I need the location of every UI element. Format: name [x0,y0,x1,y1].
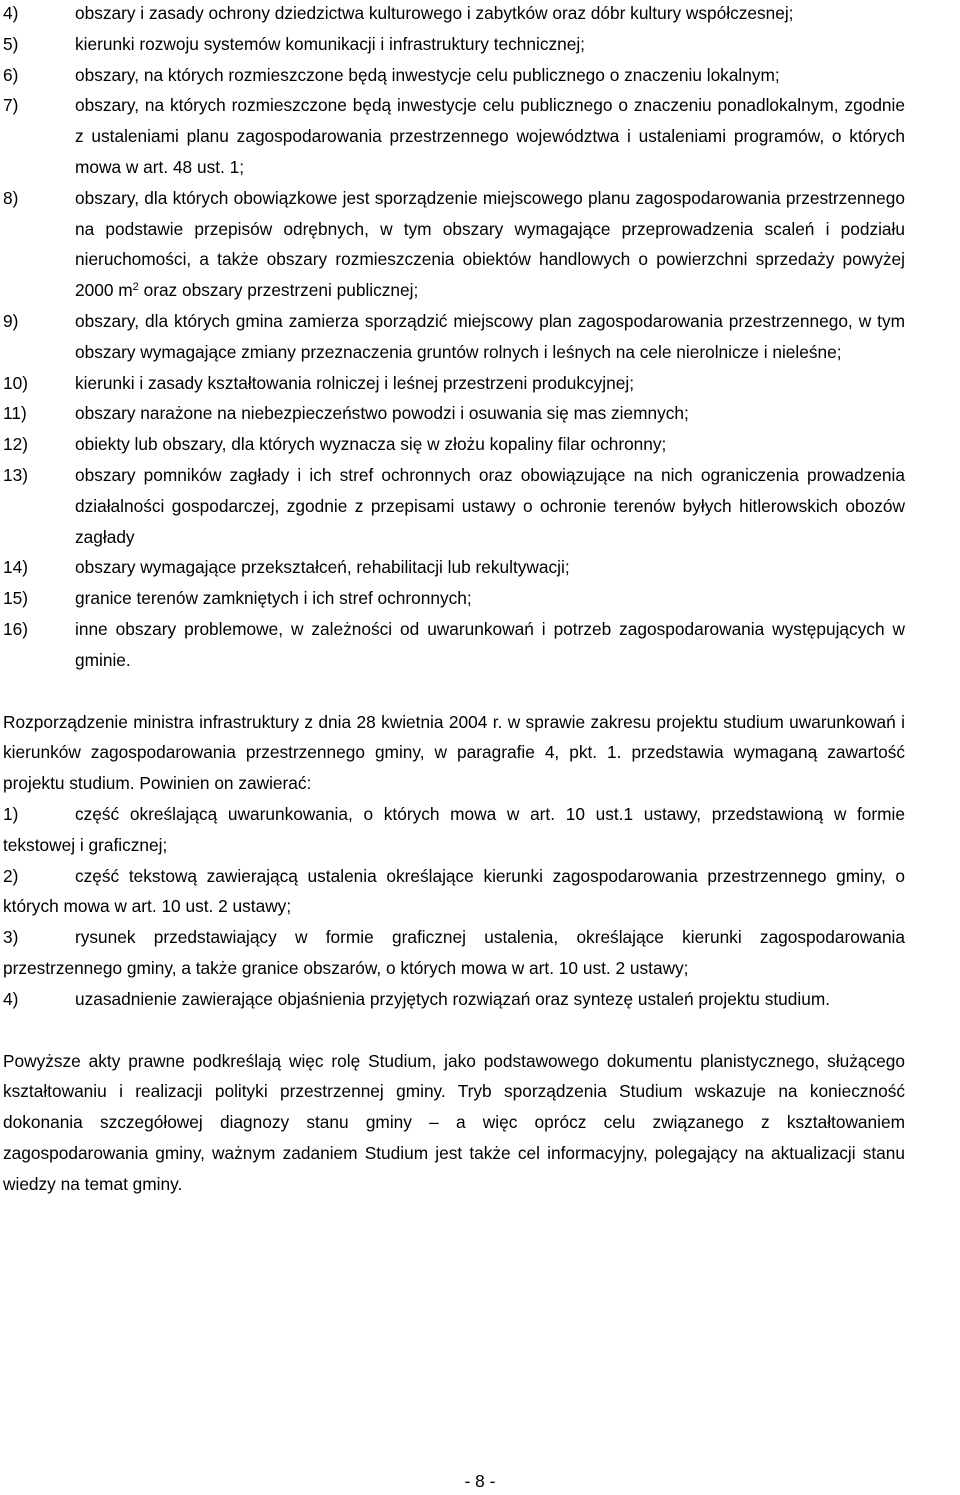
regulation-paragraph: Rozporządzenie ministra infrastruktury z dnia 28 kwietnia 2004 r. w sprawie zakresu projektu studium uwarunkowań i kierunków zagospodarowania przestrzennego gminy, w paragrafie 4, pkt. 1. przedstawia wymaganą zawartość projektu studium. Powinien on zawierać: [3,711,905,794]
document-page [3,0,905,1199]
list-text: inne obszary problemowe, w zależności od uwarunkowań i potrzeb zagospodarowania występujących w gminie. [75,618,905,670]
list-text: kierunki i zasady kształtowania rolniczej i leśnej przestrzeni produkcyjnej; [75,372,635,393]
list-number: 7) [3,95,19,116]
content-text: część określającą uwarunkowania, o których mowa w art. 10 ust.1 ustawy, przedstawioną w formie tekstowej i graficznej; [3,803,905,855]
content-item-1 [3,799,905,861]
content-number: 3) [3,927,19,948]
list-item-12 [3,429,905,460]
list-item-4 [3,0,905,29]
list-number: 13) [3,464,28,485]
list-text: obszary, dla których gmina zamierza sporządzić miejscowy plan zagospodarowania przestrzennego, w tym obszary wymagające zmiany przeznaczenia gruntów rolnych i leśnych na cele nierolnicze i nieleśne; [75,310,905,362]
list-text-part: oraz obszary przestrzeni publicznej; [138,280,419,301]
list-number: 5) [3,33,19,54]
content-number: 4) [3,988,19,1009]
list-text: obszary i zasady ochrony dziedzictwa kulturowego i zabytków oraz dóbr kultury współczesnej; [75,3,794,23]
superscript: 2 [132,281,139,294]
list-text [75,183,905,306]
list-item-13 [3,460,905,552]
spacer [3,1015,905,1046]
list-item-11 [3,398,905,429]
list-item-7 [3,90,905,182]
content-text: uzasadnienie zawierające objaśnienia przyjętych rozwiązań oraz syntezę ustaleń projektu studium. [75,988,831,1009]
content-text: część tekstową zawierającą ustalenia określające kierunki zagospodarowania przestrzennego gminy, o których mowa w art. 10 ust. 2 ustawy; [3,865,905,917]
list-number: 14) [3,557,28,578]
list-text: obszary pomników zagłady i ich stref ochronnych oraz obowiązujące na nich ograniczenia prowadzenia działalności gospodarczej, zgodnie z przepisami ustawy o ochronie terenów byłych hitlerowskich obozów zagłady [75,464,905,547]
list-text: obszary wymagające przekształceń, rehabilitacji lub rekultywacji; [75,557,570,578]
content-item-4 [3,984,905,1015]
list-text-part: obszary, dla których obowiązkowe jest sporządzenie miejscowego planu zagospodarowania przestrzennego na podstawie przepisów odrębnych, w tym obszary wymagające przeprowadzenia scaleń i podziału nieruchomości, a także obszary rozmieszczenia obiektów handlowych o powierzchni sprzedaży powyżej 2000 m [75,187,905,301]
list-text: granice terenów zamkniętych i ich stref ochronnych; [75,588,472,609]
content-item-2 [3,861,905,923]
list-number: 11) [3,403,27,424]
list-number: 6) [3,64,19,85]
list-item-16 [3,614,905,676]
list-item-14 [3,552,905,583]
list-text: obiekty lub obszary, dla których wyznacza się w złożu kopaliny filar ochronny; [75,434,667,455]
spacer [3,676,905,707]
list-number: 8) [3,187,19,208]
list-number: 12) [3,434,28,455]
list-number: 4) [3,3,19,23]
list-item-5 [3,29,905,60]
content-text: rysunek przedstawiający w formie graficznej ustalenia, określające kierunki zagospodarowania przestrzennego gminy, a także granice obszarów, o których mowa w art. 10 ust. 2 ustawy; [3,927,905,978]
list-number: 16) [3,618,28,639]
content-number: 1) [3,803,19,824]
content-item-3 [3,922,905,984]
content-number: 2) [3,865,19,886]
list-text: obszary, na których rozmieszczone będą inwestycje celu publicznego o znaczeniu lokalnym; [75,64,780,85]
page-number: - 8 - [464,1471,496,1491]
list-text: obszary, na których rozmieszczone będą inwestycje celu publicznego o znaczeniu ponadlokalnym, zgodnie z ustaleniami planu zagospodarowania przestrzennego województwa i ustaleniami programów, o których mowa w art. 48 ust. 1; [75,95,905,177]
list-number: 15) [3,588,28,609]
list-number: 9) [3,310,19,331]
list-number: 10) [3,372,28,393]
list-item-8 [3,183,905,306]
list-item-9 [3,306,905,368]
list-text: obszary narażone na niebezpieczeństwo powodzi i osuwania się mas ziemnych; [75,403,689,424]
summary-paragraph: Powyższe akty prawne podkreślają więc rolę Studium, jako podstawowego dokumentu planistycznego, służącego kształtowaniu i realizacji polityki przestrzennej gminy. Tryb sporządzenia Studium wskazuje na konieczność dokonania szczegółowej diagnozy stanu gminy – a więc oprócz celu związanego z kształtowaniem zagospodarowania gminy, ważnym zadaniem Studium jest także cel informacyjny, polegający na aktualizacji stanu wiedzy na temat gminy. [3,1050,905,1194]
list-item-10 [3,368,905,399]
list-item-6 [3,60,905,91]
list-item-15 [3,583,905,614]
list-text: kierunki rozwoju systemów komunikacji i infrastruktury technicznej; [75,33,585,54]
